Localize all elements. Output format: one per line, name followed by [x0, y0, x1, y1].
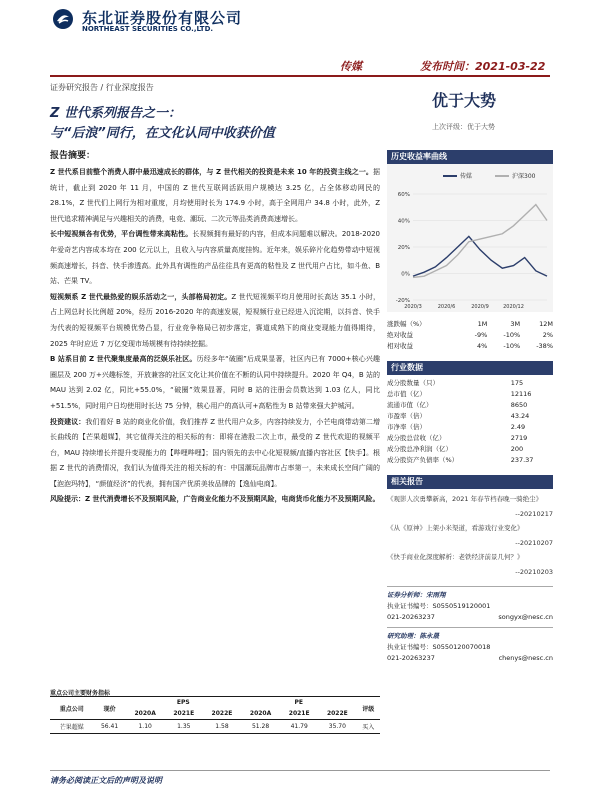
related-report-date: --20210203	[515, 568, 553, 576]
breadcrumb: 证券研究报告 / 行业深度报告	[50, 83, 154, 92]
table-row	[387, 410, 553, 421]
perf-value: -38%	[536, 341, 553, 350]
company-name-en: NORTHEAST SECURITIES CO.,LTD.	[82, 25, 214, 33]
perf-label: 绝对收益	[387, 331, 413, 339]
perf-header: 3M	[510, 319, 521, 328]
disclaimer-note: 请务必阅读正文后的声明及说明	[50, 776, 162, 785]
table-row	[387, 340, 553, 351]
cell-company: 芒果超媒	[50, 720, 94, 734]
cell-pe: 41.79	[280, 720, 318, 734]
paragraph-body: 长视频拥有最好的内容，但成本问题难以解决。2018-2020 年爱奇艺内容成本均在 200 亿元以上，且收入与内容质量高度挂钩。近年来，娱乐碎片化趋势带动中短视频高速增长，抖音、快手渗透高。此外具有调性的产品往往具有更高的粘性及 Z 世代用户占比，如斗鱼、B 站、芒果 TV。	[50, 230, 381, 286]
paragraph-body: 据统计，截止到 2020 年 11 月，中国的 Z 世代互联网活跃用户规模达 3.25 亿，占全体移动网民的 28.1%，Z 世代们上网行为相对重度，月均使用时长为 174.9 小时，高于全网用户 34.8 小时，此外，Z 世代追求精神满足与兴趣相关的消费，电竞、潮玩、二次元等品类消费高速增长。	[50, 168, 380, 223]
mkt-value: 2.49	[510, 422, 526, 431]
perf-label: 相对收益	[387, 342, 413, 350]
paragraph-lead: Z 世代系目前整个消费人群中最迅速成长的群体，与 Z 世代相关的投资是未来 10 年的投资主线之一。	[50, 168, 373, 176]
perf-value: 2%	[542, 330, 553, 339]
perf-value: 4%	[477, 341, 488, 350]
cell-pe: 51.28	[241, 720, 280, 734]
forecast-table	[50, 696, 380, 734]
mkt-label: 总市值（亿）	[387, 390, 426, 398]
analyst-card	[387, 627, 553, 664]
summary-paragraph	[50, 352, 380, 414]
col-eps: EPS	[126, 697, 241, 709]
x-tick-label: 2020/9	[471, 304, 489, 310]
x-tick-label: 2020/6	[437, 304, 456, 310]
perf-header: 1M	[477, 319, 488, 328]
x-tick-label: 2020/12	[503, 304, 524, 310]
cell-price: 56.41	[94, 720, 126, 734]
previous-rating: 上次评级：优于大势	[432, 123, 495, 131]
related-report-link[interactable]: 《观影人次勇攀新高，2021 年春节档春晚一骑绝尘》	[387, 495, 543, 503]
cell-pe: 35.70	[318, 720, 356, 734]
analyst-name: 证券分析师：宋雨翔	[387, 591, 446, 599]
cell-eps: 1.10	[126, 720, 165, 734]
col-year: 2021E	[280, 708, 318, 720]
performance-table	[387, 318, 553, 351]
company-name: 东北证券股份有限公司	[82, 9, 243, 27]
table-row	[387, 329, 553, 340]
paragraph-body: 我们看好 B 站的商业化价值，我们推荐 Z 世代用户众多，内容持续发力，小芒电商带动第二增长曲线的【芒果超媒】，其它值得关注的相关标的有：即将在港股二次上市，最受的 Z 世代欢迎的视频平台，MAU 持续增长并提升变现能力的【哔哩哔哩】；国内领先的去中心化短视频/直播内容社区【快手】。根据 Z 世代的消费情况，我们认为值得关注的相关标的有：中国潮玩品牌市占率第一，未来成长空间广阔的【泡泡玛特】，“颜值经济”的代表，拥有国产优质美妆品牌的【逸仙电商】。	[50, 417, 380, 488]
paragraph-lead: B 站系目前 Z 世代聚集度最高的泛娱乐社区。	[50, 355, 197, 364]
forecast-table-caption: 重点公司主要财务指标	[50, 690, 111, 697]
mkt-label: 成分股总净利润（亿）	[387, 445, 452, 453]
perf-value: -9%	[474, 330, 488, 339]
cell-rating: 买入	[356, 720, 380, 734]
series-line	[413, 236, 547, 276]
analyst-cert: 执业证书编号：S0550120070018	[387, 643, 491, 651]
summary-paragraph	[50, 415, 380, 493]
return-curve-chart	[387, 164, 553, 312]
analyst-phone: 021-20263237	[387, 613, 435, 621]
col-company: 重点公司	[50, 697, 94, 720]
market-heading: 行业数据	[387, 361, 553, 375]
summary-paragraph	[50, 290, 380, 352]
mkt-value: 237.37	[510, 455, 534, 464]
market-data-table	[387, 377, 553, 465]
table-row	[387, 454, 553, 465]
paragraph-body: Z 世代短视频平均月使用时长高达 35.1 小时，占上网总时长比例超 20%，经历 2016-2020 年的高速发展，短视频行业已经进入沉淀期，以抖音、快手为代表的短视频平台规模优势凸显，行业竞争格局已初步落定，赛道成熟下的商业变现能力值得期待，2025 年时应近 7 万亿变现市场规模有待持续挖掘。	[50, 292, 381, 348]
col-year: 2022E	[203, 708, 241, 720]
col-price: 现价	[94, 697, 126, 720]
y-tick-label: 20%	[397, 245, 410, 251]
perf-header: 涨跌幅（%）	[387, 320, 426, 328]
paragraph-lead: 投资建议：	[50, 417, 86, 426]
company-logo-icon	[52, 8, 74, 30]
summary-section	[50, 148, 380, 508]
mkt-value: 200	[510, 444, 524, 453]
summary-paragraph	[50, 165, 380, 227]
col-year: 2020A	[241, 708, 280, 720]
table-row	[387, 377, 553, 388]
cell-eps: 1.35	[165, 720, 203, 734]
mkt-value: 12116	[510, 389, 532, 398]
col-year: 2022E	[318, 708, 356, 720]
mkt-value: 8650	[510, 400, 528, 409]
mkt-label: 市净率（倍）	[387, 423, 426, 431]
footer-divider	[50, 770, 550, 771]
report-title-line1: Z 世代系列报告之一：	[50, 106, 181, 121]
x-tick-label: 2020/3	[404, 304, 422, 310]
analyst-phone: 021-20263237	[387, 654, 435, 662]
paragraph-body: 历经多年“破圈”后成果显著，社区内已有 7000+核心兴趣圈层及 200 万+兴趣标签，开放兼容的社区文化让其价值在不断的认同中持续提升。2020 年 Q4，B 站的 MAU 达到 2.02 亿，同比+55.0%，“破圈”效果显著，同时 B 站的注册会员数达到 1.03 亿人，同比+51.5%，同时用户日均使用时长达 75 分钟，核心用户的高认可+高粘性为 B 站带来强大护城河。	[50, 355, 380, 410]
analyst-card	[387, 586, 553, 623]
related-report-date: --20210207	[515, 539, 553, 547]
mkt-label: 成分股总营收（亿）	[387, 434, 446, 442]
legend-label: 沪深300	[512, 173, 536, 180]
col-pe: PE	[241, 697, 356, 709]
y-tick-label: 0%	[401, 271, 410, 278]
rating-badge: 优于大势	[432, 91, 497, 110]
related-report-link[interactable]: 《快手商业化深度解析：老铁经济前景几何？》	[387, 553, 524, 561]
summary-body	[50, 165, 380, 508]
table-row	[50, 720, 380, 734]
mkt-value: 43.24	[510, 411, 530, 420]
analyst-cert: 执业证书编号：S0550519120001	[387, 602, 491, 610]
paragraph-lead: 短视频系 Z 世代最热爱的娱乐活动之一，头部格局初定。	[50, 292, 232, 301]
y-tick-label: -20%	[395, 298, 410, 304]
summary-paragraph	[50, 492, 380, 508]
col-year: 2021E	[165, 708, 203, 720]
mkt-value: 2719	[510, 433, 528, 442]
publish-date: 发布时间：2021-03-22	[420, 60, 546, 73]
chart-heading: 历史收益率曲线	[387, 150, 553, 164]
industry-tag: 传媒	[340, 60, 362, 73]
col-rating: 评级	[356, 697, 380, 720]
table-row	[387, 421, 553, 432]
summary-heading: 报告摘要：	[50, 151, 96, 161]
table-row	[387, 443, 553, 454]
analyst-email-link[interactable]: songyx@nesc.cn	[498, 613, 553, 621]
mkt-label: 流通市值（亿）	[387, 401, 433, 409]
sidebar	[387, 150, 553, 664]
y-tick-label: 60%	[397, 192, 410, 198]
paragraph-lead: 长中短视频各有优势，平台调性带来高粘性。	[50, 230, 193, 239]
table-row	[387, 432, 553, 443]
table-row	[387, 399, 553, 410]
header-divider	[50, 75, 550, 77]
mkt-label: 成分股数量（只）	[387, 379, 439, 387]
related-reports-heading: 相关报告	[387, 475, 553, 489]
paragraph-lead: 风险提示：Z 世代消费增长不及预期风险，广告商业化能力不及预期风险，电商货币化能力不及预期风险。	[50, 495, 380, 504]
analyst-email-link[interactable]: chenys@nesc.cn	[498, 654, 553, 662]
y-tick-label: 40%	[397, 218, 410, 225]
related-report-date: --20210217	[515, 510, 553, 518]
legend-label: 传媒	[460, 173, 473, 180]
table-row	[387, 388, 553, 399]
summary-paragraph	[50, 227, 380, 289]
mkt-label: 市盈率（倍）	[387, 412, 426, 420]
perf-value: -10%	[503, 341, 521, 350]
col-year: 2020A	[126, 708, 165, 720]
related-report-link[interactable]: 《从《原神》上架小米渠道，看游戏行业变化》	[387, 524, 524, 532]
table-row	[387, 318, 553, 329]
series-line	[413, 205, 547, 278]
perf-header: 12M	[539, 319, 553, 328]
perf-value: -10%	[503, 330, 521, 339]
report-title-line2: 与“后浪”同行，在文化认同中收获价值	[50, 126, 275, 141]
cell-eps: 1.58	[203, 720, 241, 734]
mkt-value: 175	[510, 378, 524, 387]
analyst-name: 研究助理：陈永晟	[387, 632, 439, 640]
mkt-label: 成分股资产负债率（%）	[387, 456, 459, 464]
